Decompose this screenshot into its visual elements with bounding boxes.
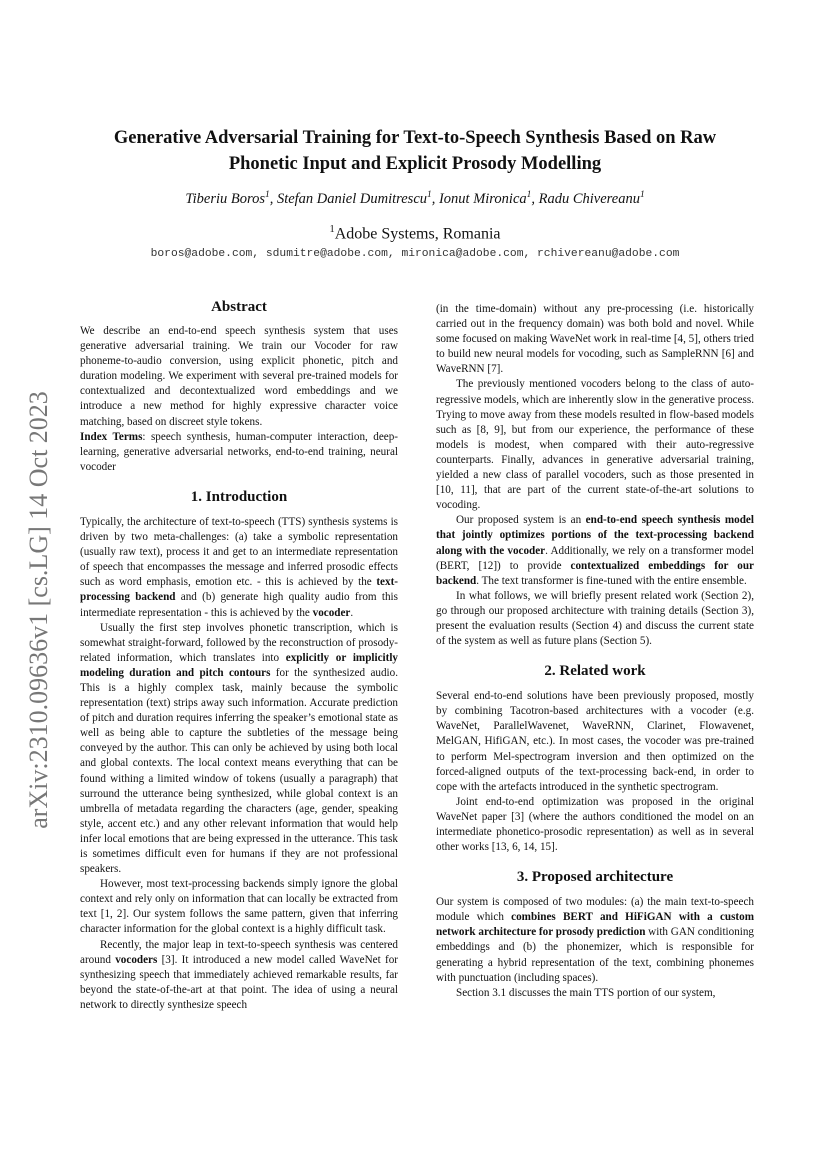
author-list: Tiberiu Boros$^1$, Stefan Daniel Dumitrescu$^1$, Ionut Mironica$^1$, Radu Chivereanu$^1$ xyxy=(185,190,645,207)
paragraph: Joint end-to-end optimization was proposed in the original WaveNet paper [3] (where the authors conditioned the model on an intermediate phonetico-prosodic representation) as well as in several other works [13, 6, 14, 15]. xyxy=(436,795,754,854)
section-heading-proposed-architecture: 3. Proposed architecture xyxy=(516,869,674,886)
section-heading-introduction: 1. Introduction xyxy=(190,488,288,505)
title-line-2: Phonetic Input and Explicit Prosody Modelling xyxy=(228,153,602,174)
arxiv-identifier: arXiv:2310.09636v1 [cs.LG] 14 Oct 2023 xyxy=(24,391,53,829)
author-emails: boros@adobe.com, sdumitre@adobe.com, mironica@adobe.com, rchivereanu@adobe.com xyxy=(150,248,680,260)
abstract-text: We describe an end-to-end speech synthesis system that uses generative adversarial training. We train our Vocoder for raw phoneme-to-audio conversion, using explicit phonetic, pitch and duration modeling. We experiment with several pre-trained models for contextualized and decontextualized word embeddings and we introduce a new method for highly expressive character voice matching, based on discreet style tokens. xyxy=(80,325,398,428)
index-terms-text: : speech synthesis, human-computer interaction, deep-learning, generative adversarial networks, end-to-end training, neural vocoder xyxy=(80,430,399,473)
paragraph: (in the time-domain) without any pre-processing (i.e. historically carried out in the frequency domain) was both bold and novel. While some focused on making WaveNet work in real-time [4, 5], others tried to build new neural models for vocoding, such as SampleRNN [6] and WaveRNN [7]. xyxy=(436,303,754,376)
author-affil-mark: 1 xyxy=(639,190,645,200)
arxiv-sidebar xyxy=(14,360,64,860)
paragraph: Recently, the major leap in text-to-speech synthesis was centered around vocoders [3]. It introduced a new model called WaveNet for synthesizing speech that immediately achieved remarkable results, far beyond the state-of-the-art at that point. The idea of using a neural network to directly synthesize speech xyxy=(80,938,398,1011)
author-name: Ionut Mironica xyxy=(438,190,527,207)
author-name: Radu Chivereanu xyxy=(538,190,640,207)
author-name: Stefan Daniel Dumitrescu xyxy=(276,190,428,207)
right-column xyxy=(436,302,754,1001)
author-affil-mark: 1 xyxy=(526,190,532,200)
paragraph: Our system is composed of two modules: (a) the main text-to-speech module which combines BERT and HiFiGAN with a custom network architecture for prosody prediction with GAN conditioning embeddings and (b) the phonemizer, which is responsible for generating a hybrid representation of the text, combining phonemes with punctuation (including spaces). xyxy=(436,896,755,984)
paragraph: Usually the first step involves phonetic transcription, which is somewhat straight-forward, followed by the reconstruction of prosody-related information, which translates into explicitly or implicitly modeling duration and pitch contours for the synthesized audio. This is a highly complex task, mainly because the symbolic representation (text) strips away such information. Accurate prediction of pitch and duration requires inferring the speaker’s emotional state as well as being able to capture the subtleties of the message being conveyed by the author. This can only be achieved by using both local and global contexts. The local context means everything that can be found withing a limited window of tokens (usually a paragraph) that surround the utterance being synthesized, while global context is an umbrella of metadata regarding the characters (age, gender, speaking style, accent etc.) and any other relevant information that would help infer local emotions that are being expressed in the utterance. This task is sometimes difficult even for humans if they are not professional speakers. xyxy=(80,621,398,876)
affiliation-mark: 1 xyxy=(329,224,335,235)
index-terms-label: Index Terms xyxy=(80,430,143,443)
paragraph: However, most text-processing backends simply ignore the global context and rely only on information that can locally be extracted from text [1, 2]. Our system follows the same pattern, given that inferring character information for the global context is a highly difficult task. xyxy=(80,878,398,936)
paragraph: Our proposed system is an end-to-end speech synthesis model that jointly optimizes portions of the text-processing backend along with the vocoder. Additionally, we rely on a transformer model (BERT, [12]) to provide contextualized embeddings for our backend. The text transformer is fine-tuned with the entire ensemble. xyxy=(436,514,755,587)
abstract-heading: Abstract xyxy=(211,299,267,315)
affiliation-name: Adobe Systems, Romania xyxy=(334,225,501,243)
index-terms xyxy=(80,430,398,475)
section-heading-related-work: 2. Related work xyxy=(544,663,646,680)
affiliation xyxy=(80,224,750,243)
paragraph: Typically, the architecture of text-to-speech (TTS) synthesis systems is driven by two meta-challenges: (a) take a symbolic representation (usually raw text), process it and get to an intermediate representation of speech that encompasses the message and inferred prosodic effects such as word emphasis, emotion etc. - this is achieved by the text-processing backend and (b) generate high quality audio from this intermediate representation - this is achieved by the vocoder. xyxy=(80,515,398,619)
author-affil-mark: 1 xyxy=(264,190,270,200)
paragraph: Several end-to-end solutions have been previously proposed, mostly by combining Tacotron-based architectures with a vocoder (e.g. WaveNet, ParallelWavenet, WaveRNN, Clarinet, Flowavenet, MelGAN, HifiGAN, etc.). In most cases, the vocoder was pre-trained to perform Mel-spectrogram inversion and then optimized on the forced-aligned outputs of the text-processing back-end, in order to cope with the artefacts introduced in the synthetic spectrogram. xyxy=(436,690,754,793)
paragraph: The previously mentioned vocoders belong to the class of auto-regressive models, which are inherently slow in the generative process. Trying to move away from these models resulted in flow-based models such as [8, 9], but from our experience, the performance of these models is modest, when compared with their auto-regressive counterparts. Finally, advances in generative adversarial training, yielded a new class of parallel vocoders, such as those presented in [10, 11], that are part of the current state-of-the-art solutions to vocoding. xyxy=(436,378,754,512)
author-affil-mark: 1 xyxy=(427,190,432,200)
author-name: Tiberiu Boros xyxy=(185,190,265,207)
left-column xyxy=(80,298,398,1013)
paper-title xyxy=(80,126,750,177)
paragraph: Section 3.1 discusses the main TTS portion of our system, xyxy=(456,986,716,999)
title-line-1: Generative Adversarial Training for Text-to-Speech Synthesis Based on Raw xyxy=(113,128,717,148)
paragraph: In what follows, we will briefly present related work (Section 2), go through our proposed architecture with training details (Section 3), present the evaluation results (Section 4) and discuss the current state of the system as well as future plans (Section 5). xyxy=(436,589,754,648)
